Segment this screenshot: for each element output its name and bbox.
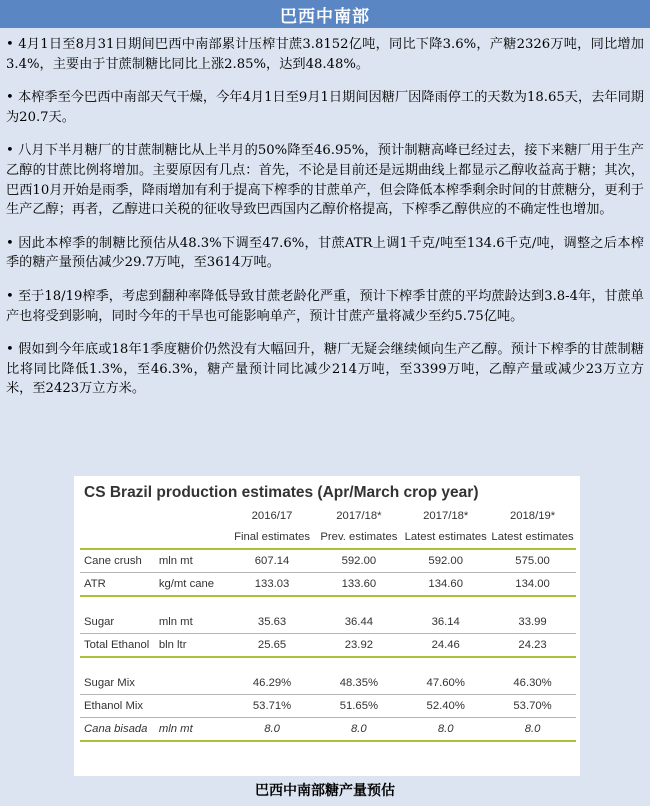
cell-value: 52.40% xyxy=(402,695,489,718)
cell-value: 47.60% xyxy=(402,672,489,695)
cell-value: 592.00 xyxy=(315,549,402,573)
row-unit: mln mt xyxy=(159,549,229,573)
cell-value: 134.60 xyxy=(402,573,489,597)
paragraph-3: • 八月下半月糖厂的甘蔗制糖比从上半月的50%降至46.95%，预计制糖高峰已经过去，接下来糖厂用于生产乙醇的甘蔗比例将增加。主要原因有几点：首先，不论是目前还是远期曲线上都显示乙醇收益高于糖；其次，巴西10月开始是雨季，降雨增加有利于提高下榨季的甘蔗单产，但会降低本榨季剩余时间的甘蔗糖分，更利于生产乙醇；再者，乙醇进口关税的征收导致巴西国内乙醇价格提高，下榨季乙醇供应的不确定性也增加。 xyxy=(6,143,644,218)
col-year: 2016/17 xyxy=(251,510,293,522)
row-unit: mln mt xyxy=(159,718,229,742)
row-unit: kg/mt cane xyxy=(159,573,229,597)
section-header xyxy=(0,0,650,28)
cell-value: 48.35% xyxy=(315,672,402,695)
row-unit xyxy=(159,672,229,695)
col-subtitle: Latest estimates xyxy=(489,526,576,549)
cell-value: 24.23 xyxy=(489,634,576,658)
col-subtitle: Latest estimates xyxy=(402,526,489,549)
col-subtitle: Final estimates xyxy=(229,526,316,549)
row-label: Sugar xyxy=(80,611,159,634)
paragraph-5: • 至于18/19榨季，考虑到翻种率降低导致甘蔗老龄化严重，预计下榨季甘蔗的平均蔗龄达到3.8-4年，甘蔗单产也将受到影响，同时今年的干旱也可能影响单产，预计甘蔗产量将减少至约5.75亿吨。 xyxy=(6,288,644,324)
cell-value: 24.46 xyxy=(402,634,489,658)
section-title: 巴西中南部 xyxy=(280,6,370,27)
cell-value: 53.70% xyxy=(489,695,576,718)
paragraph-1: • 4月1日至8月31日期间巴西中南部累计压榨甘蔗3.8152亿吨，同比下降3.6%，产糖2326万吨，同比增加3.4%，主要由于甘蔗制糖比同比上涨2.85%，达到48.48%。 xyxy=(6,37,644,72)
cell-value: 8.0 xyxy=(489,718,576,742)
cell-value: 36.44 xyxy=(315,611,402,634)
table-row xyxy=(80,634,576,658)
paragraph-4: • 因此本榨季的制糖比预估从48.3%下调至47.6%，甘蔗ATR上调1千克/吨至134.6千克/吨，调整之后本榨季的糖产量预估减少29.7万吨，至3614万吨。 xyxy=(6,235,644,271)
cell-value: 133.03 xyxy=(229,573,316,597)
production-estimates-table xyxy=(74,476,580,776)
row-label: Cana bisada xyxy=(80,718,159,742)
cell-value: 575.00 xyxy=(489,549,576,573)
row-label: ATR xyxy=(80,573,159,597)
table-spacer xyxy=(80,596,576,611)
table-row xyxy=(80,695,576,718)
row-label: Ethanol Mix xyxy=(80,695,159,718)
cell-value: 8.0 xyxy=(229,718,316,742)
table-row xyxy=(80,549,576,573)
table-caption: 巴西中南部糖产量预估 xyxy=(255,783,395,799)
cell-value: 592.00 xyxy=(402,549,489,573)
cell-value: 8.0 xyxy=(402,718,489,742)
cell-value: 51.65% xyxy=(315,695,402,718)
cell-value: 36.14 xyxy=(402,611,489,634)
cell-value: 133.60 xyxy=(315,573,402,597)
cell-value: 53.71% xyxy=(229,695,316,718)
col-subtitle: Prev. estimates xyxy=(315,526,402,549)
row-unit: bln ltr xyxy=(159,634,229,658)
table-row xyxy=(80,672,576,695)
row-unit: mln mt xyxy=(159,611,229,634)
cell-value: 46.30% xyxy=(489,672,576,695)
table-title: CS Brazil production estimates (Apr/March crop year) xyxy=(84,484,479,501)
cell-value: 25.65 xyxy=(229,634,316,658)
table-header-years xyxy=(80,506,576,526)
table-row xyxy=(80,573,576,597)
col-year: 2017/18* xyxy=(423,510,469,522)
row-label: Total Ethanol xyxy=(80,634,159,658)
cell-value: 35.63 xyxy=(229,611,316,634)
cell-value: 46.29% xyxy=(229,672,316,695)
paragraph-2: • 本榨季至今巴西中南部天气干燥，今年4月1日至9月1日期间因糖厂因降雨停工的天数为18.65天，去年同期为20.7天。 xyxy=(6,90,644,125)
cell-value: 607.14 xyxy=(229,549,316,573)
row-label: Cane crush xyxy=(80,549,159,573)
cell-value: 33.99 xyxy=(489,611,576,634)
cell-value: 134.00 xyxy=(489,573,576,597)
cell-value: 8.0 xyxy=(315,718,402,742)
estimates-grid xyxy=(80,506,576,742)
col-year: 2017/18* xyxy=(336,510,382,522)
table-header-subtitles xyxy=(80,526,576,549)
paragraph-6: • 假如到今年底或18年1季度糖价仍然没有大幅回升，糖厂无疑会继续倾向生产乙醇。预计下榨季的甘蔗制糖比将同比降低1.3%，至46.3%，糖产量预计同比减少214万吨，至3399万吨，乙醇产量或减少23万立方米，至2423万立方米。 xyxy=(6,342,644,397)
table-row xyxy=(80,611,576,634)
row-unit xyxy=(159,695,229,718)
col-year: 2018/19* xyxy=(509,510,556,522)
cell-value: 23.92 xyxy=(315,634,402,658)
row-label: Sugar Mix xyxy=(80,672,159,695)
table-spacer xyxy=(80,657,576,672)
text-content xyxy=(6,35,644,413)
table-row xyxy=(80,718,576,742)
